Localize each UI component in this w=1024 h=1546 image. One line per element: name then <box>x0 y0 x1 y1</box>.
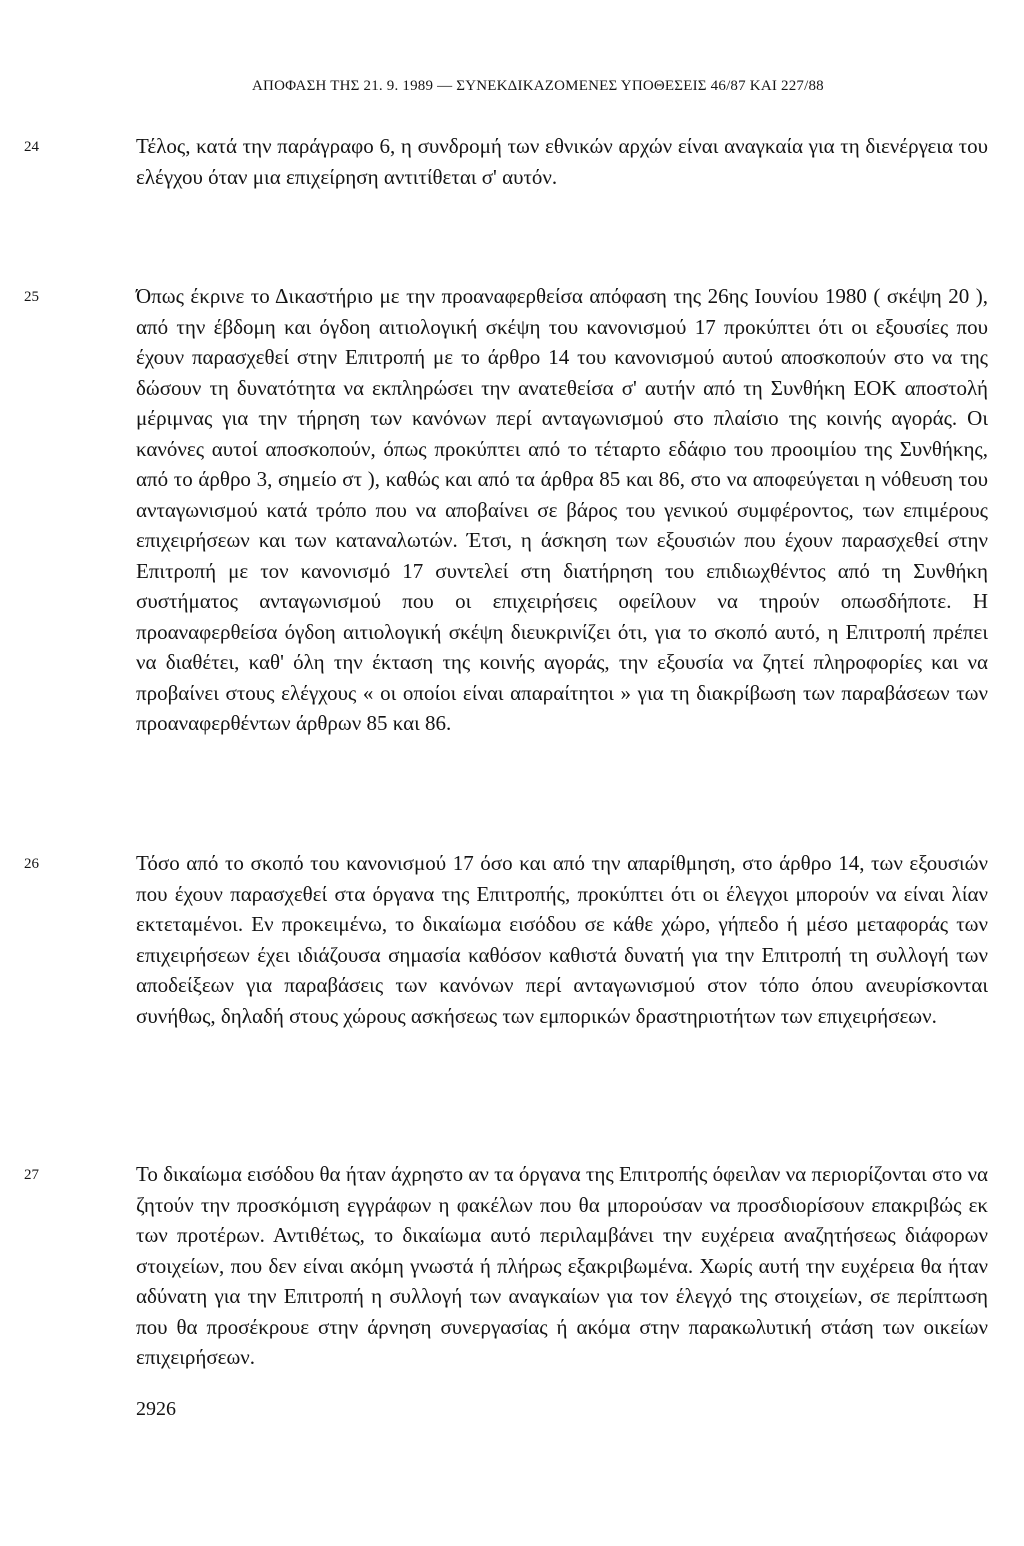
paragraph-number: 25 <box>24 289 39 305</box>
paragraph-27 <box>24 1159 988 1373</box>
page-number: 2926 <box>136 1398 176 1420</box>
paragraph-text: Τόσο από το σκοπό του κανονισμού 17 όσο και από την απαρίθμηση, στο άρθρο 14, των εξουσιών που έχουν παρασχεθεί στα όργανα της Επιτροπής, προκύπτει ότι οι έλεγχοι μπορούν να είναι λίαν εκτεταμένοι. Εν προκειμένω, το δικαίωμα εισόδου σε κάθε χώρο, γήπεδο ή μέσο μεταφοράς των επιχειρήσεων έχει ιδιάζουσα σημασία καθόσον καθιστά δυνατή για την Επιτροπή τη συλλογή των αποδείξεων για παραβάσεις των κανόνων περί ανταγωνισμού στον τόπο όπου ανευρίσκονται συνήθως, δηλαδή στους χώρους ασκήσεως των εμπορικών δραστηριοτήτων των επιχειρήσεων. <box>136 851 988 1028</box>
paragraph-24 <box>24 131 988 192</box>
paragraph-text: Όπως έκρινε το Δικαστήριο με την προαναφερθείσα απόφαση της 26ης Ιουνίου 1980 ( σκέψη 20 ), από την έβδομη και όγδοη αιτιολογική σκέψη του κανονισμού 17 προκύπτει ότι οι εξουσίες που έχουν παρασχεθεί στην Επιτροπή με το άρθρο 14 του κανονισμού αυτού αποσκοπούν στο να της δώσουν τη δυνατότητα να εκπληρώσει την ανατεθείσα σ' αυτήν από τη Συνθήκη ΕΟΚ αποστολή μέριμνας για την τήρηση των κανόνων περί ανταγωνισμού στο πλαίσιο της κοινής αγοράς. Οι κανόνες αυτοί αποσκοπούν, όπως προκύπτει από το τέταρτο εδάφιο του προοιμίου της Συνθήκης, από το άρθρο 3, σημείο στ ), καθώς και από τα άρθρα 85 και 86, στο να αποφεύγεται η νόθευση του ανταγωνισμού κατά τρόπο που να αποβαίνει σε βάρος του γενικού συμφέροντος, των επιμέρους επιχειρήσεων και των καταναλωτών. Έτσι, η άσκηση των εξουσιών που έχουν παρασχεθεί στην Επιτροπή με τον κανονισμό 17 συντελεί στη διατήρηση του επιδιωχθέντος από τη Συνθήκη συστήματος ανταγωνισμού που οι επιχειρήσεις οφείλουν να τηρούν οπωσδήποτε. Η προαναφερθείσα όγδοη αιτιολογική σκέψη διευκρινίζει ότι, για το σκοπό αυτό, η Επιτροπή πρέπει να διαθέτει, καθ' όλη την έκταση της κοινής αγοράς, την εξουσία να ζητεί πληροφορίες και να προβαίνει στους ελέγχους « οι οποίοι είναι απαραίτητοι » για τη διακρίβωση των παραβάσεων των προαναφερθέντων άρθρων 85 και 86. <box>136 284 988 735</box>
paragraph-text: Το δικαίωμα εισόδου θα ήταν άχρηστο αν τα όργανα της Επιτροπής όφειλαν να περιορίζονται στο να ζητούν την προσκόμιση εγγράφων η φακέλων που θα μπορούσαν να προσδιορίσουν επακριβώς εκ των προτέρων. Αντιθέτως, το δικαίωμα αυτό περιλαμβάνει την ευχέρεια αναζητήσεως διάφορων στοιχείων, που δεν είναι ακόμη γνωστά ή πλήρως εξακριβωμένα. Χωρίς αυτή την ευχέρεια θα ήταν αδύνατη για την Επιτροπή η συλλογή των αναγκαίων για τον έλεγχό της στοιχείων, σε περίπτωση που θα προσέκρουε στην άρνηση συνεργασίας ή ακόμα στην παρακωλυτική στάση των οικείων επιχειρήσεων. <box>136 1162 988 1369</box>
paragraph-25 <box>24 281 988 739</box>
paragraph-text: Τέλος, κατά την παράγραφο 6, η συνδρομή των εθνικών αρχών είναι αναγκαία για τη διενέργεια του ελέγχου όταν μια επιχείρηση αντιτίθεται σ' αυτόν. <box>136 134 988 189</box>
paragraph-26 <box>24 848 988 1031</box>
running-header: ΑΠΟΦΑΣΗ ΤΗΣ 21. 9. 1989 — ΣΥΝΕΚΔΙΚΑΖΟΜΕΝΕΣ ΥΠΟΘΕΣΕΙΣ 46/87 ΚΑΙ 227/88 <box>252 78 824 94</box>
paragraph-number: 27 <box>24 1167 39 1183</box>
paragraph-number: 26 <box>24 856 39 872</box>
paragraph-number: 24 <box>24 139 39 155</box>
